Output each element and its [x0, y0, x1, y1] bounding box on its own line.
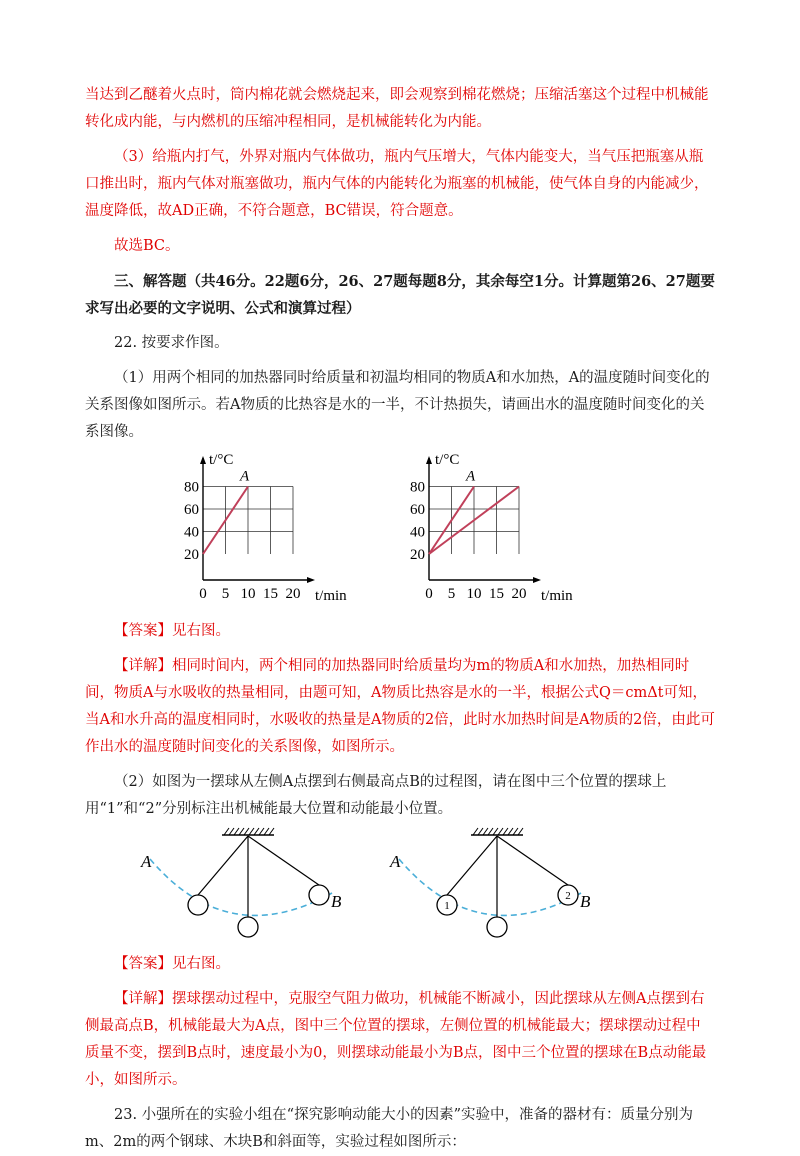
pendulum-string — [447, 836, 497, 895]
x-tick-label: 10 — [240, 586, 256, 602]
x-axis-arrow — [533, 577, 541, 583]
x-tick-label: 10 — [466, 586, 482, 602]
ceiling-hatch — [483, 828, 488, 835]
swing-path — [399, 859, 581, 915]
ceiling-hatch — [244, 828, 249, 835]
ceiling-hatch — [234, 828, 239, 835]
swing-path — [150, 859, 332, 915]
pendulum-ball — [487, 917, 507, 937]
ceiling-hatch — [508, 828, 513, 835]
graph-figure-row — [85, 446, 715, 618]
document-page — [85, 82, 715, 1156]
detail-1-label: 【详解】 — [114, 658, 172, 674]
pendulum-1 — [140, 828, 342, 937]
graph-2 — [410, 452, 573, 604]
solution-paragraph-2: （3）给瓶内打气，外界对瓶内气体做功，瓶内气压增大，气体内能变大，当气压把瓶塞从瓶口推出时，瓶内气体对瓶塞做功，瓶内气体的内能转化为瓶塞的机械能，使气体自身的内能减少，温度降低，故AD正确，不符合题意，BC错误，符合题意。 — [85, 149, 709, 219]
x-tick-label: 5 — [447, 586, 456, 602]
answer-2 — [85, 951, 715, 978]
pendulum-string — [198, 836, 248, 895]
point-b-label: B — [580, 892, 591, 911]
ceiling-hatch — [259, 828, 264, 835]
ceiling-hatch — [229, 828, 234, 835]
solution-conclusion: 故选BC。 — [114, 238, 180, 254]
pendulum-diagrams — [85, 823, 715, 951]
pendulum-2 — [389, 828, 591, 937]
answer-1 — [85, 618, 715, 645]
x-tick-label: 5 — [221, 586, 230, 602]
y-tick-label: 40 — [184, 524, 199, 541]
x-tick-label: 20 — [511, 586, 527, 602]
y-axis-label: t/°C — [209, 452, 234, 468]
x-axis-label: t/min — [315, 588, 347, 604]
mark-1: 1 — [444, 900, 450, 912]
ceiling-hatch — [498, 828, 503, 835]
question-23: 23. 小强所在的实验小组在“探究影响动能大小的因素”实验中，准备的器材有：质量分别为m、2m的两个钢球、木块B和斜面等，实验过程如图所示： — [85, 1107, 693, 1150]
question-22-part-2: （2）如图为一摆球从左侧A点摆到右侧最高点B的过程图，请在图中三个位置的摆球上用“1”和“2”分别标注出机械能最大位置和动能最小位置。 — [85, 774, 667, 817]
question-22: 22. 按要求作图。 — [114, 335, 229, 351]
x-axis-label: t/min — [541, 588, 573, 604]
y-tick-label: 80 — [410, 479, 425, 496]
ceiling-hatch — [488, 828, 493, 835]
ceiling-hatch — [269, 828, 274, 835]
detail-2-label: 【详解】 — [114, 991, 172, 1007]
point-a-label: A — [141, 852, 152, 871]
section-title: 三、解答题（共46分。22题6分，26、27题每题8分，其余每空1分。计算题第26、27题要求写出必要的文字说明、公式和演算过程） — [85, 273, 715, 317]
ceiling-hatch — [239, 828, 244, 835]
answer-1-label: 【答案】 — [114, 623, 172, 639]
series-label: A — [240, 468, 250, 485]
question-22-part-1: （1）用两个相同的加热器同时给质量和初温均相同的物质A和水加热，A的温度随时间变化的关系图像如图所示。若A物质的比热容是水的一半，不计热损失，请画出水的温度随时间变化的关系图像。 — [85, 370, 710, 440]
ceiling-hatch — [254, 828, 259, 835]
series-label: A — [466, 468, 476, 485]
ceiling-hatch — [224, 828, 229, 835]
pendulum-ball — [188, 895, 208, 915]
y-tick-label: 20 — [410, 547, 425, 563]
x-tick-label: 15 — [489, 586, 504, 602]
ceiling-hatch — [513, 828, 518, 835]
y-axis-arrow — [426, 456, 432, 464]
pendulum-string — [497, 836, 568, 885]
ceiling-hatch — [478, 828, 483, 835]
detail-2-text: 摆球摆动过程中，克服空气阻力做功，机械能不断减小，因此摆球从左侧A点摆到右侧最高点B，机械能最大为A点，图中三个位置的摆球，左侧位置的机械能最大；摆球摆动过程中质量不变，摆到B点时，速度最小为0，则摆球动能最小为B点，图中三个位置的摆球在B点动能最小，如图所示。 — [85, 991, 707, 1088]
y-tick-label: 20 — [184, 547, 199, 563]
x-axis-arrow — [307, 577, 315, 583]
pendulum-ball — [309, 885, 329, 905]
x-tick-label: 15 — [263, 586, 278, 602]
y-axis-arrow — [200, 456, 206, 464]
ceiling-hatch — [264, 828, 269, 835]
solution-paragraph-1: 当达到乙醚着火点时，筒内棉花就会燃烧起来，即会观察到棉花燃烧；压缩活塞这个过程中机械能转化成内能，与内燃机的压缩冲程相同，是机械能转化为内能。 — [85, 87, 709, 130]
point-a-label: A — [390, 852, 401, 871]
ceiling-hatch — [473, 828, 478, 835]
pendulum-ball — [238, 917, 258, 937]
x-tick-label: 0 — [425, 586, 433, 602]
answer-2-label: 【答案】 — [114, 956, 172, 972]
detail-1 — [85, 653, 715, 761]
x-tick-label: 0 — [199, 586, 207, 602]
pendulum-string — [248, 836, 319, 885]
detail-1-text: 相同时间内，两个相同的加热器同时给质量均为m的物质A和水加热，加热相同时间，物质A与水吸收的热量相同，由题可知，A物质比热容是水的一半，根据公式Q＝cmΔt可知，当A和水升高的温度相同时，水吸收的热量是A物质的2倍，此时水加热时间是A物质的2倍，由此可作出水的温度随时间变化的关系图像，如图所示。 — [85, 658, 715, 755]
answer-1-text: 见右图。 — [172, 623, 230, 639]
y-axis-label: t/°C — [435, 452, 460, 468]
point-b-label: B — [331, 892, 342, 911]
y-tick-label: 60 — [184, 502, 199, 518]
ceiling-hatch — [503, 828, 508, 835]
ceiling-hatch — [518, 828, 523, 835]
ceiling-hatch — [249, 828, 254, 835]
x-tick-label: 20 — [285, 586, 301, 602]
y-tick-label: 80 — [184, 479, 199, 496]
graph-1 — [184, 452, 347, 604]
ceiling-hatch — [493, 828, 498, 835]
answer-2-text: 见右图。 — [172, 956, 230, 972]
detail-2 — [85, 986, 715, 1094]
y-tick-label: 60 — [410, 502, 425, 518]
temperature-time-graphs — [85, 446, 715, 618]
y-tick-label: 40 — [410, 524, 425, 541]
pendulum-figure-row — [85, 823, 715, 951]
mark-2: 2 — [565, 890, 571, 902]
